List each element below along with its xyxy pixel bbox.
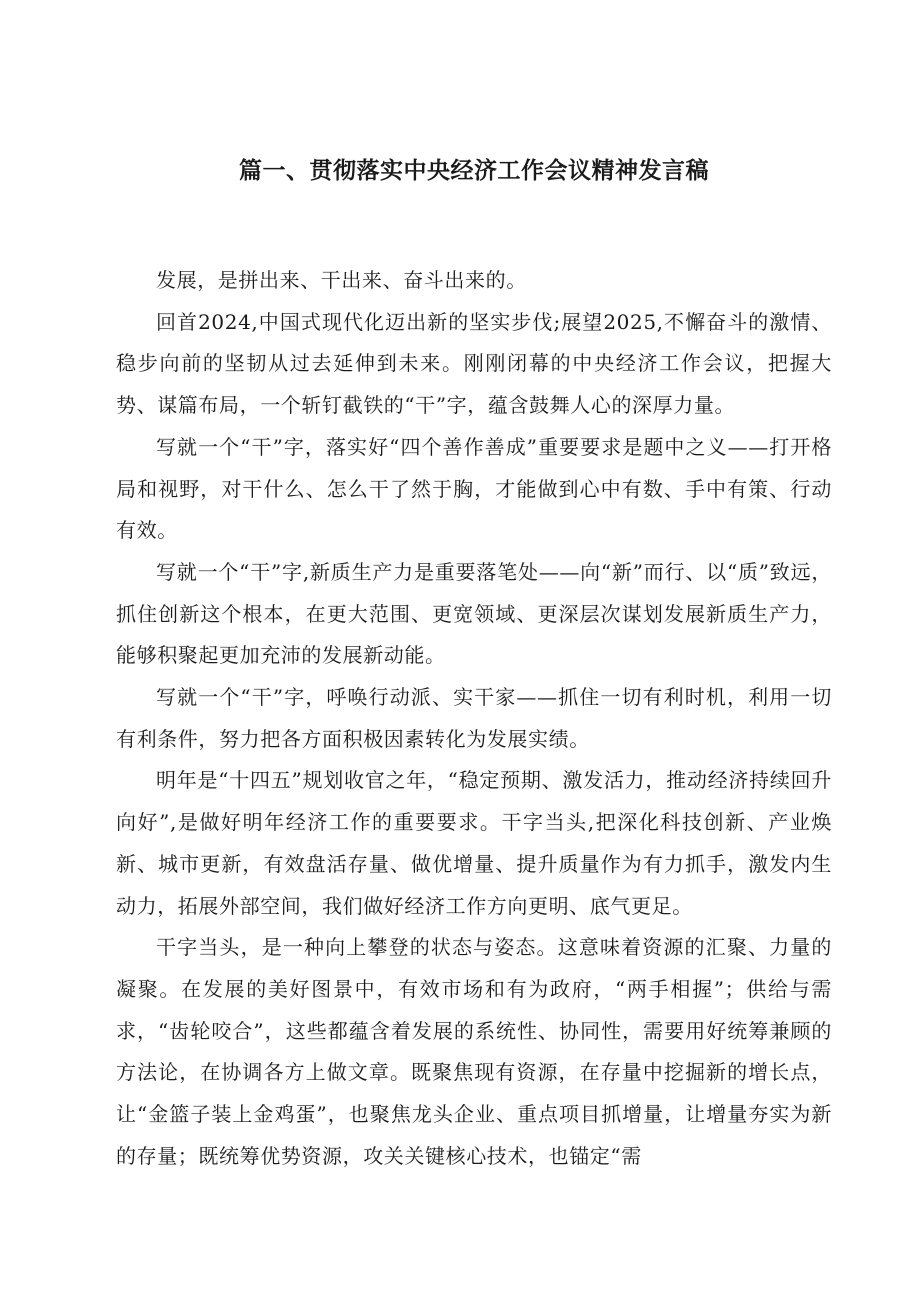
paragraph: 明年是“十四五”规划收官之年，“稳定预期、激发活力，推动经济持续回升向好”,是做好明年经济工作的重要要求。干字当头,把深化科技创新、产业焕新、城市更新，有效盘活存量、做优增量、提升质量作为有力抓手，激发内生动力，拓展外部空间，我们做好经济工作方向更明、底气更足。 [116, 768, 832, 918]
paragraph: 写就一个“干”字,新质生产力是重要落笔处——向“新”而行、以“质”致远，抓住创新这个根本，在更大范围、更宽领域、更深层次谋划发展新质生产力，能够积聚起更加充沛的发展新动能。 [116, 559, 832, 668]
paragraph: 回首2024,中国式现代化迈出新的坚实步伐;展望2025,不懈奋斗的激情、稳步向前的坚韧从过去延伸到未来。刚刚闭幕的中央经济工作会议，把握大势、谋篇布局，一个斩钉截铁的“干”字，蕴含鼓舞人心的深厚力量。 [116, 309, 832, 418]
paragraph: 写就一个“干”字，落实好“四个善作善成”重要要求是题中之义——打开格局和视野，对干什么、怎么干了然于胸，才能做到心中有数、手中有策、行动有效。 [116, 434, 832, 543]
document-title: 篇一、贯彻落实中央经济工作会议精神发言稿 [239, 158, 709, 184]
paragraph: 干字当头，是一种向上攀登的状态与姿态。这意味着资源的汇聚、力量的凝聚。在发展的美好图景中，有效市场和有为政府，“两手相握”；供给与需求，“齿轮咬合”，这些都蕴含着发展的系统性、协同性，需要用好统筹兼顾的方法论，在协调各方上做文章。既聚焦现有资源，在存量中挖掘新的增长点，让“金篮子装上金鸡蛋”，也聚焦龙头企业、重点项目抓增量，让增量夯实为新的存量；既统筹优势资源，攻关关键核心技术，也锚定“需 [116, 935, 832, 1168]
paragraph: 发展，是拼出来、干出来、奋斗出来的。 [156, 268, 527, 292]
paragraph: 写就一个“干”字，呼唤行动派、实干家——抓住一切有利时机，利用一切有利条件，努力把各方面积极因素转化为发展实绩。 [116, 685, 832, 751]
